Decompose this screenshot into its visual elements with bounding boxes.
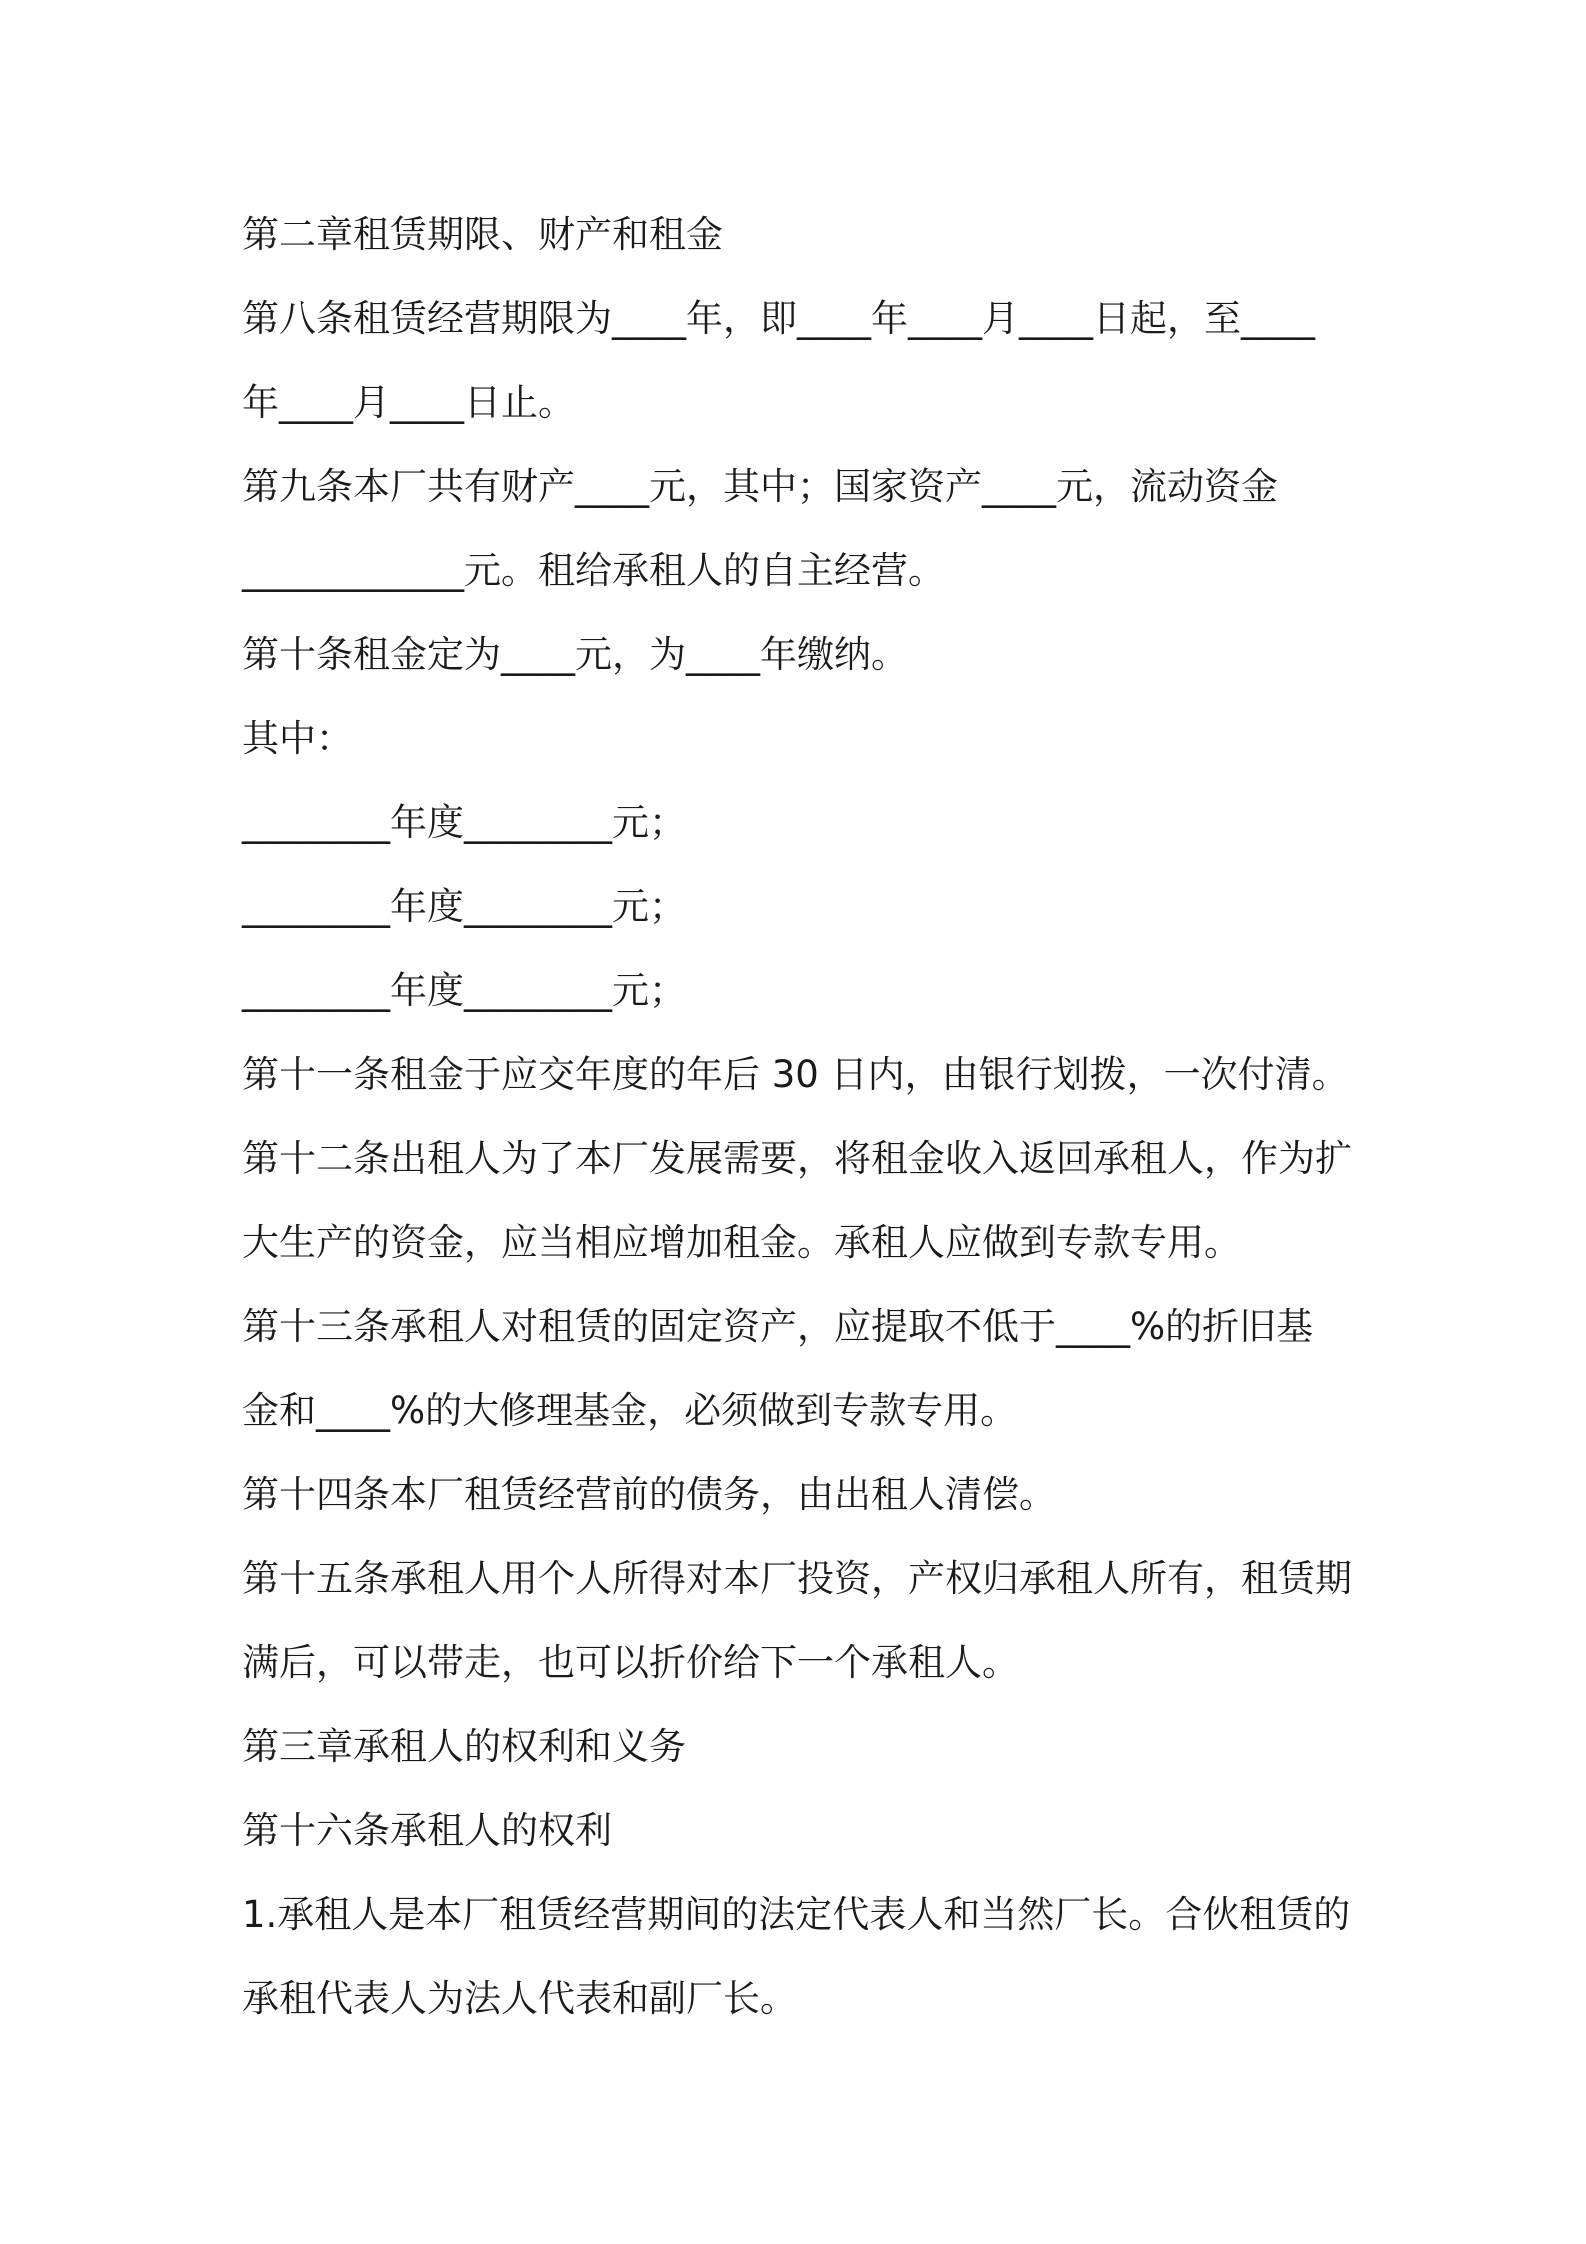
article-8-line-2: 年____月____日止。 (242, 381, 575, 424)
article-10-sub-heading: 其中： (242, 717, 353, 760)
article-16-heading: 第十六条承租人的权利 (242, 1809, 612, 1852)
article-9-line-2: ____________元。租给承租人的自主经营。 (242, 549, 945, 592)
article-11: 第十一条租金于应交年度的年后 30 日内，由银行划拨，一次付清。 (242, 1053, 1349, 1096)
chapter-3-heading: 第三章承租人的权利和义务 (242, 1725, 686, 1768)
article-15-line-1: 第十五条承租人用个人所得对本厂投资，产权归承租人所有，租赁期 (242, 1557, 1352, 1600)
rent-year-line: ________年度________元； (242, 885, 686, 928)
article-10: 第十条租金定为____元，为____年缴纳。 (242, 633, 908, 676)
rent-year-line: ________年度________元； (242, 969, 686, 1012)
article-9-line-1: 第九条本厂共有财产____元，其中；国家资产____元，流动资金 (242, 465, 1278, 508)
article-13-line-1: 第十三条承租人对租赁的固定资产，应提取不低于____%的折旧基 (242, 1305, 1314, 1348)
article-13-line-2: 金和____%的大修理基金，必须做到专款专用。 (242, 1389, 1018, 1432)
article-16-item-1-line-1: 1.承租人是本厂租赁经营期间的法定代表人和当然厂长。合伙租赁的 (242, 1893, 1351, 1936)
article-16-item-1-line-2: 承租代表人为法人代表和副厂长。 (242, 1977, 797, 2020)
article-12-line-2: 大生产的资金，应当相应增加租金。承租人应做到专款专用。 (242, 1221, 1241, 1264)
article-12-line-1: 第十二条出租人为了本厂发展需要，将租金收入返回承租人，作为扩 (242, 1137, 1352, 1180)
article-14: 第十四条本厂租赁经营前的债务，由出租人清偿。 (242, 1473, 1056, 1516)
rent-year-line: ________年度________元； (242, 801, 686, 844)
article-8-line-1: 第八条租赁经营期限为____年，即____年____月____日起，至____ (242, 297, 1315, 340)
article-15-line-2: 满后，可以带走，也可以折价给下一个承租人。 (242, 1641, 1019, 1684)
chapter-2-heading: 第二章租赁期限、财产和租金 (242, 213, 723, 256)
document-body (242, 193, 1362, 2041)
